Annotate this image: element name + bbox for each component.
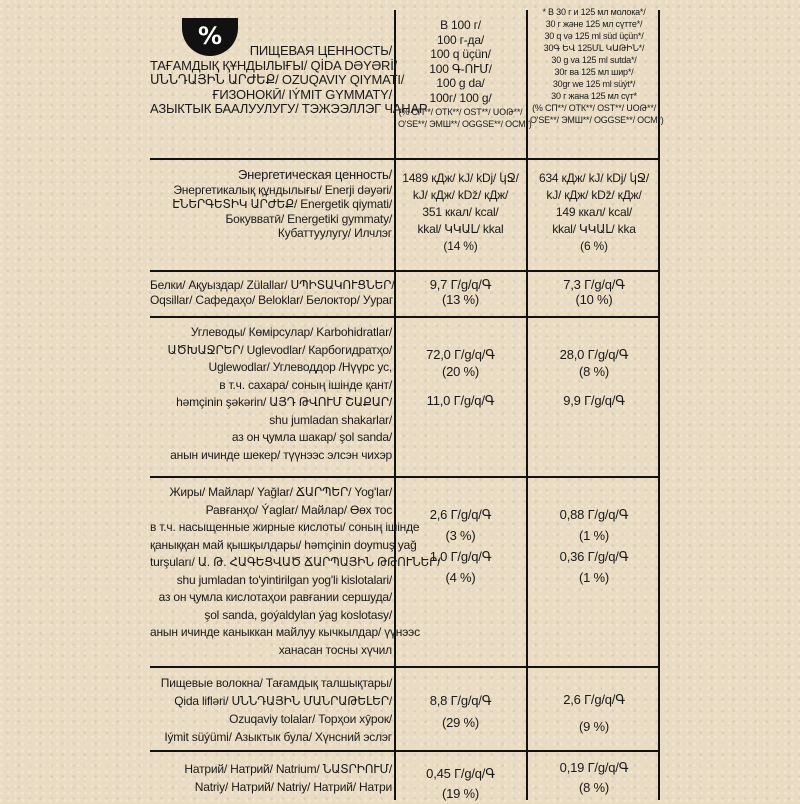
nutrient-line: аз он ҷумла кислотаҳои равғании сершуда/ (158, 590, 392, 604)
header-per-100g (398, 18, 532, 130)
header-per100-line: 100 г-да/ (437, 32, 484, 47)
nutrient-line: Кубаттуулугу/ Илчлэг (277, 226, 392, 241)
header-per-serving (530, 6, 664, 126)
nutrient-line: turşuları/ Ա. Թ. ՀԱԳԵՑՎԱԾ ՃԱՐՊԱՅԻՆ ԹԹՈՒՆԵՐ/ (150, 555, 441, 569)
nutrient-line: аз он ҷумла шакар/ şol sanda/ (231, 430, 392, 444)
nutrient-line: Энергетическая ценность/ (238, 167, 392, 182)
row-sodium (150, 752, 660, 800)
value-line: (10 %) (575, 291, 613, 307)
header-nutrient-line: ТАҒАМДЫҚ ҚҰНДЫЛЫҒЫ/ QİDA DƏYƏRİ/ (150, 57, 398, 73)
value-line: (1 %) (578, 570, 610, 585)
carbohydrates-per-serving (530, 346, 658, 409)
header-per100-line: 100 g da/ (436, 76, 485, 91)
header-per100-line: 100 Գ-ՈՒՄ/ (429, 61, 492, 76)
value-line: 9,7 Г/g/q/Գ (429, 277, 492, 292)
value-line: 8,8 Г/g/q/Գ (429, 693, 492, 708)
nutrient-line: Uglewodlar/ Углеводдор /Нүүрс ус, (208, 360, 392, 374)
nutrient-line: Natriy/ Натрий/ Natriy/ Натрий/ Натри (194, 780, 392, 794)
header-serving-line: 30gr we 125 ml süýt*/ (552, 79, 636, 89)
value-line: (19 %) (441, 786, 480, 801)
nutrient-line: ԷՆԵՐԳԵՏԻԿ ԱՐԺԵՔ/ Energetik qiymati/ (172, 197, 392, 212)
value-line: (8 %) (578, 780, 610, 795)
value-line: 2,6 Г/g/q/Գ (563, 692, 625, 707)
value-line: 9,9 Г/g/q/Գ (563, 393, 625, 408)
value-line: 0,88 Г/g/q/Գ (559, 507, 629, 522)
value-line: kkal/ ԿԿԱԼ/ kka (552, 222, 636, 236)
header-nutrient-line: ҒИЗОНОКӢ/ IÝMIT GYMMATY/ (212, 86, 392, 102)
sodium-per-serving (530, 758, 658, 798)
nutrient-line: Равғанҳо/ Ýaglar/ Майлар/ Өөх тос (205, 502, 392, 517)
nutrient-line: Белки/ Ақуыздар/ Zülallar/ ՍՊԻՏԱԿՈՒՑՆԵՐ/ (150, 278, 395, 292)
value-line: 0,45 Г/g/q/Գ (426, 766, 495, 781)
carbohydrates-label (150, 324, 392, 464)
nutrient-line: Жиры/ Майлар/ Yağlar/ ՃԱՐՊԵՐ/ Yog'lar/ (169, 485, 392, 499)
protein-label (150, 278, 395, 307)
fat-per-100g (398, 504, 523, 588)
energy-per-serving (530, 170, 658, 255)
nutrient-line: Углеводы/ Көмірсулар/ Karbohidratlar/ (190, 325, 392, 339)
energy-per-100g (398, 170, 523, 255)
value-line: (1 %) (578, 528, 610, 543)
nutrient-line: Бокувватӣ/ Energetiki gymmaty/ (225, 211, 392, 226)
header-nutrient-line: АЗЫКТЫК БААЛУУЛУГУ/ ТЭЖЭЭЛЛЭГ ЧАНАР (150, 101, 428, 117)
nutrient-line: Пищевые волокна/ Тағамдық талшықтары/ (160, 676, 392, 690)
nutrient-line: ханасан тосны хүчил (278, 642, 392, 657)
carbohydrates-per-100g (398, 346, 523, 409)
value-line: kkal/ ԿԿԱԼ/ kkal (417, 222, 504, 236)
header-nutrient-line: ПИЩЕВАЯ ЦЕННОСТЬ/ (249, 43, 392, 58)
nutrient-line: анын ичинде каныккан майлуу кычкылдар/ үүнээс (150, 625, 420, 639)
value-line: 11,0 Г/g/q/Գ (426, 393, 495, 408)
value-line: 1,0 Г/g/q/Գ (429, 549, 492, 564)
value-line: 351 ккал/ kcal/ (422, 205, 499, 219)
header-per100-line: В 100 г/ (440, 18, 481, 32)
fat-label (150, 484, 441, 659)
value-line: (8 %) (578, 364, 610, 379)
protein-per-100g (398, 278, 523, 307)
header-nutrient-line: ՍՆՆԴԱՅԻՆ ԱՐԺԵՔ/ OZUQAVIY QIYMATI/ (150, 72, 405, 88)
row-energy (150, 160, 660, 270)
header-serving-line: (% СП**/ ОТК**/ OST**/ ՍՕԹ**/ (532, 103, 656, 113)
row-fat (150, 478, 660, 666)
sodium-label (150, 760, 392, 796)
fiber-label (150, 674, 392, 746)
nutrient-line: Натрий/ Натрий/ Natrium/ ՆԱՏՐԻՈՒՄ/ (184, 762, 392, 776)
value-line: 149 ккал/ kcal/ (555, 205, 633, 219)
fiber-per-serving (530, 686, 658, 740)
value-line: (20 %) (441, 364, 480, 379)
nutrient-line: ԱԾԽԱՋՐԵՐ/ Uglevodlar/ Карбогидратҳо/ (167, 342, 392, 357)
nutrient-line: Oqsillar/ Сафедаҳо/ Beloklar/ Белоктор/ Уураг (150, 292, 394, 307)
nutrient-line: şol sanda, goýaldylan ýag koslotasy/ (204, 607, 392, 622)
value-line: (6 %) (580, 239, 608, 253)
header-serving-line: * В 30 г и 125 мл молока*/ (542, 7, 646, 17)
value-line: 1489 кДж/ kJ/ kDj/ կՋ/ (402, 171, 519, 185)
value-line: (9 %) (578, 719, 610, 734)
sodium-per-100g (398, 764, 523, 804)
row-protein (150, 272, 660, 316)
value-line: (3 %) (445, 528, 476, 543)
nutrient-line: қаныққан май қышқылдары/ həmçinin doymuş yağ (150, 537, 417, 552)
value-line: (4 %) (445, 570, 476, 585)
value-line: 7,3 Г/g/q/Գ (563, 277, 625, 292)
header-serving-line: 30 г және 125 мл сүтте*/ (545, 19, 643, 29)
value-line: 0,36 Г/g/q/Գ (559, 549, 629, 564)
value-line: kJ/ кДж/ kDž/ кДж/ (546, 188, 642, 202)
value-line: (13 %) (441, 291, 480, 307)
percent-symbol: % (197, 22, 223, 50)
value-line: 634 кДж/ kJ/ kDj/ կՋ/ (538, 171, 650, 185)
nutrient-line: анын ичинде шекер/ түүнээс элсэн чихэр (170, 447, 392, 462)
nutrient-line: в т.ч. насыщенные жирные кислоты/ соның ішінде (150, 520, 420, 534)
row-carbohydrates (150, 318, 660, 476)
fiber-per-100g (398, 690, 523, 734)
header-serving-line: O'SE**/ ЭМШ**/ OGGSE**/ ОСМ*) (530, 115, 664, 125)
value-line: (29 %) (441, 715, 480, 730)
nutrient-line: Qida lifləri/ ՍՆՆԴԱՅԻՆ ՄԱՆՐԱԹԵԼԵՐ/ (174, 694, 392, 708)
nutrient-line: shu jumladan to'yintirilgan yog'li kislotalari/ (176, 572, 392, 587)
nutrition-facts-table (150, 7, 664, 801)
value-line: 0,19 Г/g/q/Գ (559, 760, 629, 775)
energy-label (150, 168, 392, 241)
header-serving-line: 30 г жана 125 мл сүт* (551, 91, 637, 101)
header-serving-line: 30 q və 125 ml süd üçün*/ (544, 31, 644, 41)
header-serving-line: 30 g va 125 ml sutda*/ (551, 55, 637, 65)
value-line: (14 %) (443, 239, 478, 253)
header-serving-line: 30г ва 125 мл шир*/ (554, 67, 634, 77)
nutrient-line: shu jumladan shakarlar/ (269, 412, 392, 427)
value-line: kJ/ кДж/ kDž/ кДж/ (412, 188, 509, 202)
nutrient-line: в т.ч. сахара/ соның ішінде қант/ (219, 377, 392, 392)
bowl-percent-icon (182, 18, 238, 58)
header-per100-line: 100г/ 100 g/ (429, 90, 492, 105)
header-per100-line: O'SE**/ ЭМШ**/ OGGSE**/ ОСМ*) (398, 118, 532, 129)
nutrient-line: həmçinin şəkərin/ ԱՅԴ ԹՎՈՒՄ ՇԱՔԱՐ/ (176, 395, 392, 409)
fat-per-serving (530, 504, 658, 588)
value-line: 72,0 Г/g/q/Գ (426, 347, 495, 362)
value-line: 28,0 Г/g/q/Գ (559, 347, 629, 362)
nutrient-line: Iýmit süýümi/ Азыктык була/ Хүнсний эслэг (164, 730, 392, 744)
header-per100-line: (% СП**/ ОТК**/ OST**/ ՍՕԹ**/ (398, 106, 523, 117)
row-fiber (150, 668, 660, 750)
nutrient-line: Ozuqaviy tolalar/ Торҳои хӯрок/ (229, 712, 392, 726)
header-serving-line: 30Գ ԵՎ 125ՄԼ ԿԱԹԻՆ*/ (543, 43, 645, 53)
nutrient-line: Энергетикалық құндылығы/ Enerji dəyəri/ (173, 182, 392, 197)
header-per100-line: 100 q üçün/ (430, 47, 491, 62)
value-line: 2,6 Г/g/q/Գ (429, 507, 492, 522)
protein-per-serving (530, 278, 658, 307)
